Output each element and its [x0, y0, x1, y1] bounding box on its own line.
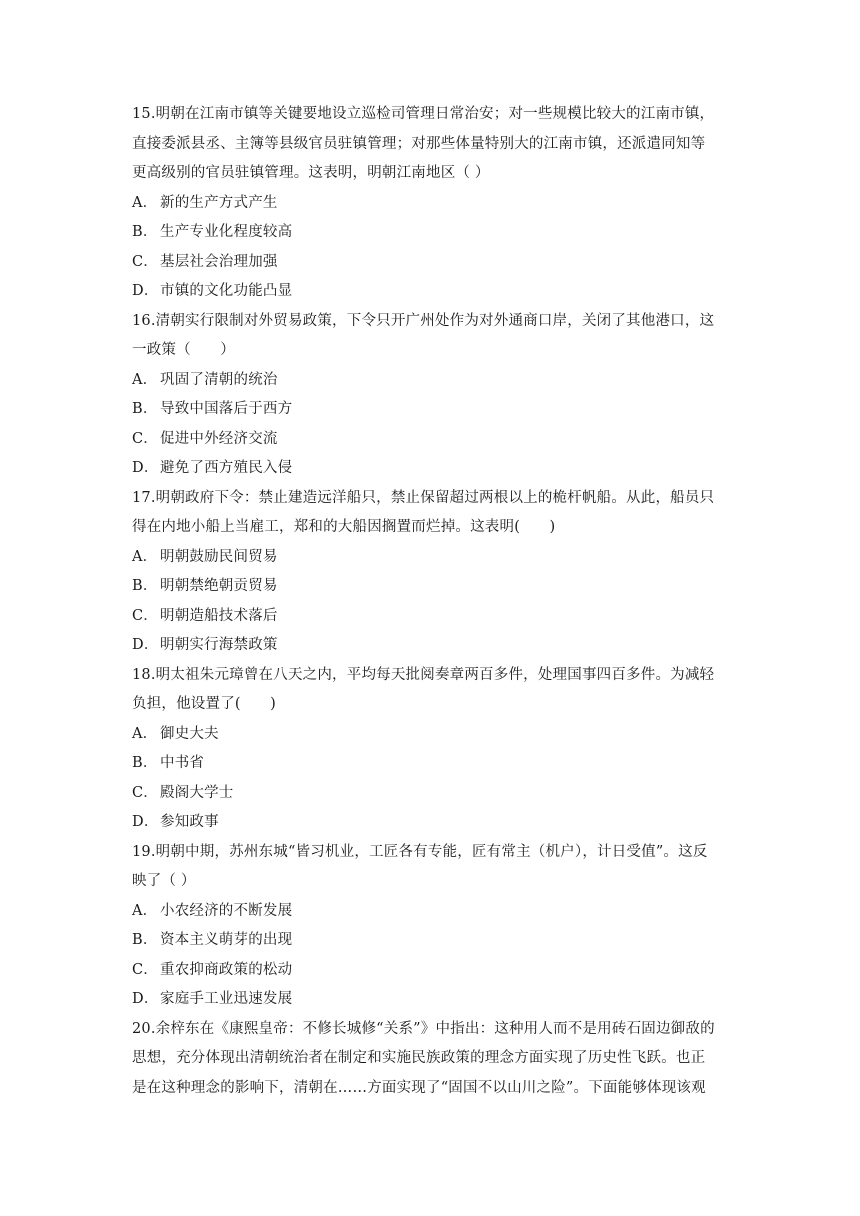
option-a — [132, 366, 732, 396]
option-key: D． — [132, 637, 159, 653]
option-d — [132, 454, 732, 484]
option-key: B． — [132, 755, 158, 771]
question-18 — [132, 661, 732, 838]
option-text: 家庭手工业迅速发展 — [160, 991, 293, 1007]
question-17 — [132, 484, 732, 661]
question-stem-line: 更高级别的官员驻镇管理。这表明，明朝江南地区（ ） — [132, 165, 490, 181]
option-key: C． — [132, 961, 158, 978]
option-b — [132, 572, 732, 602]
option-text: 参知政事 — [160, 814, 219, 830]
option-d — [132, 808, 732, 838]
option-key: D． — [132, 814, 159, 830]
option-text: 重农抑商政策的松动 — [160, 961, 293, 978]
question-stem-line: 映了（ ） — [132, 873, 196, 889]
option-text: 市镇的文化功能凸显 — [160, 283, 293, 299]
option-text: 导致中国落后于西方 — [160, 401, 293, 417]
option-text: 新的生产方式产生 — [160, 194, 278, 211]
option-text: 资本主义萌芽的出现 — [160, 932, 293, 948]
option-key: A． — [132, 371, 158, 388]
option-text: 明朝禁绝朝贡贸易 — [160, 578, 278, 594]
option-c — [132, 779, 732, 809]
question-list — [132, 100, 732, 1103]
option-key: A． — [132, 194, 158, 211]
question-stem-line: 18.明太祖朱元璋曾在八天之内，平均每天批阅奏章两百多件，处理国事四百多件。为减轻 — [132, 666, 715, 683]
option-text: 明朝鼓励民间贸易 — [160, 548, 278, 565]
option-text: 避免了西方殖民入侵 — [160, 460, 293, 476]
option-a — [132, 897, 732, 927]
option-text: 巩固了清朝的统治 — [160, 371, 278, 388]
option-d — [132, 985, 732, 1015]
option-text: 御史大夫 — [160, 725, 219, 742]
option-b — [132, 395, 732, 425]
option-key: C． — [132, 607, 158, 624]
option-key: C． — [132, 253, 158, 270]
option-key: C． — [132, 784, 158, 801]
option-key: A． — [132, 902, 158, 919]
question-stem-line: 17.明朝政府下令：禁止建造远洋船只，禁止保留超过两根以上的桅杆帆船。从此，船员只 — [132, 489, 715, 506]
option-c — [132, 425, 732, 455]
option-key: D． — [132, 460, 159, 476]
option-text: 殿阁大学士 — [160, 784, 234, 801]
option-d — [132, 277, 732, 307]
option-key: B． — [132, 932, 158, 948]
question-20 — [132, 1015, 732, 1104]
option-key: B． — [132, 224, 158, 240]
option-c — [132, 602, 732, 632]
option-b — [132, 749, 732, 779]
option-a — [132, 543, 732, 573]
question-stem-line: 直接委派县丞、主簿等县级官员驻镇管理；对那些体量特别大的江南市镇，还派遣同知等 — [132, 135, 706, 152]
option-text: 促进中外经济交流 — [160, 430, 278, 447]
option-b — [132, 218, 732, 248]
option-key: B． — [132, 401, 158, 417]
question-stem-line: 是在这种理念的影响下，清朝在……方面实现了“固国不以山川之险”。下面能够体现该观 — [132, 1079, 706, 1096]
question-16 — [132, 307, 732, 484]
question-stem-line: 16.清朝实行限制对外贸易政策，下令只开广州处作为对外通商口岸，关闭了其他港口，这 — [132, 312, 715, 329]
option-text: 明朝造船技术落后 — [160, 607, 278, 624]
option-text: 小农经济的不断发展 — [160, 902, 293, 919]
question-stem-line: 思想，充分体现出清朝统治者在制定和实施民族政策的理念方面实现了历史性飞跃。也正 — [132, 1050, 706, 1066]
option-key: A． — [132, 725, 158, 742]
option-a — [132, 189, 732, 219]
option-text: 中书省 — [160, 755, 205, 771]
option-d — [132, 631, 732, 661]
option-a — [132, 720, 732, 750]
option-key: D． — [132, 283, 159, 299]
option-key: B． — [132, 578, 158, 594]
option-key: D． — [132, 991, 159, 1007]
question-stem-line: 15.明朝在江南市镇等关键要地设立巡检司管理日常治安；对一些规模比较大的江南市镇， — [132, 106, 715, 122]
option-c — [132, 248, 732, 278]
option-key: C． — [132, 430, 158, 447]
question-stem-line: 得在内地小船上当雇工，郑和的大船因搁置而烂掉。这表明( ) — [132, 519, 556, 535]
question-15 — [132, 100, 732, 307]
option-c — [132, 956, 732, 986]
question-stem-line: 20.余梓东在《康熙皇帝：不修长城修“关系”》中指出：这种用人而不是用砖石固边御敌的 — [132, 1020, 715, 1037]
option-text: 生产专业化程度较高 — [160, 224, 293, 240]
option-key: A． — [132, 548, 158, 565]
question-19 — [132, 838, 732, 1015]
option-text: 明朝实行海禁政策 — [160, 637, 278, 653]
question-stem-line: 一政策（ ） — [132, 342, 235, 358]
option-b — [132, 926, 732, 956]
option-text: 基层社会治理加强 — [160, 253, 278, 270]
question-stem-line: 19.明朝中期，苏州东城“皆习机业，工匠各有专能，匠有常主（机户），计日受值”。这反 — [132, 843, 708, 860]
question-stem-line: 负担，他设置了( ) — [132, 696, 277, 712]
